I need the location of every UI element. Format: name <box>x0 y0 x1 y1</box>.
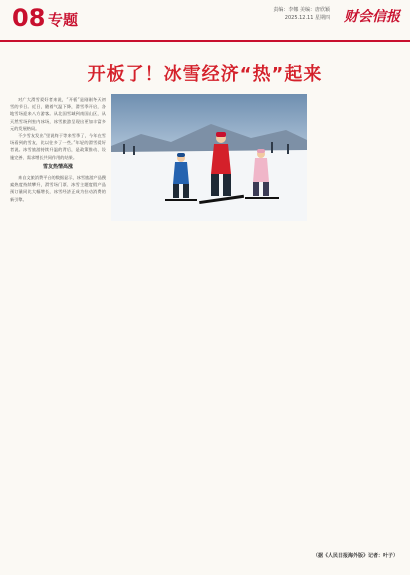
date-line: 2025.12.11 星期四 <box>284 15 330 21</box>
header-info <box>273 6 330 22</box>
page-number: 08 <box>12 4 46 32</box>
paragraph: 对广大滑雪爱好者来说，“开板”是刚刚冬天初雪的节日。近日，随着气温下降，滑雪季开启，各地雪场迎来八方游客。从北国雪域到南国山区，从天然雪场到室内冰场，冰雪旅游呈现出更加丰富多元的发展格局。 <box>10 97 106 131</box>
paragraph: 来自文旅消费平台的数据显示，冰雪旅游产品搜索热度持续攀升，滑雪场门票、冰雪主题度假产品预订量同比大幅增长，冰雪经济正成为拉动消费的新引擎。 <box>10 175 106 202</box>
article-column-1 <box>10 96 106 556</box>
editor-line: 责编：李娜 美编：唐欣颖 <box>273 7 330 13</box>
subheading: 雪友热情高涨 <box>42 163 73 170</box>
ski-scene-image <box>111 94 307 221</box>
newspaper-logo: 财会信报 <box>344 9 400 25</box>
article-source: （据《人民日报海外版》记者：叶子） <box>312 553 398 559</box>
section-label: 专题 <box>48 11 79 29</box>
paragraph: 不少雪友发出“里说终于等来雪季了，今年在雪场看到的雪友，比以往多了一些。”年轻的滑雪爱好者说。冰雪旅游持续升温的背后，是政策推动、设施完善、需求增长共同作用的结果。 <box>10 133 106 160</box>
ski-photo <box>111 94 307 221</box>
headline: 开板了！冰雪经济“热”起来 <box>87 64 323 85</box>
page-header <box>0 0 410 42</box>
